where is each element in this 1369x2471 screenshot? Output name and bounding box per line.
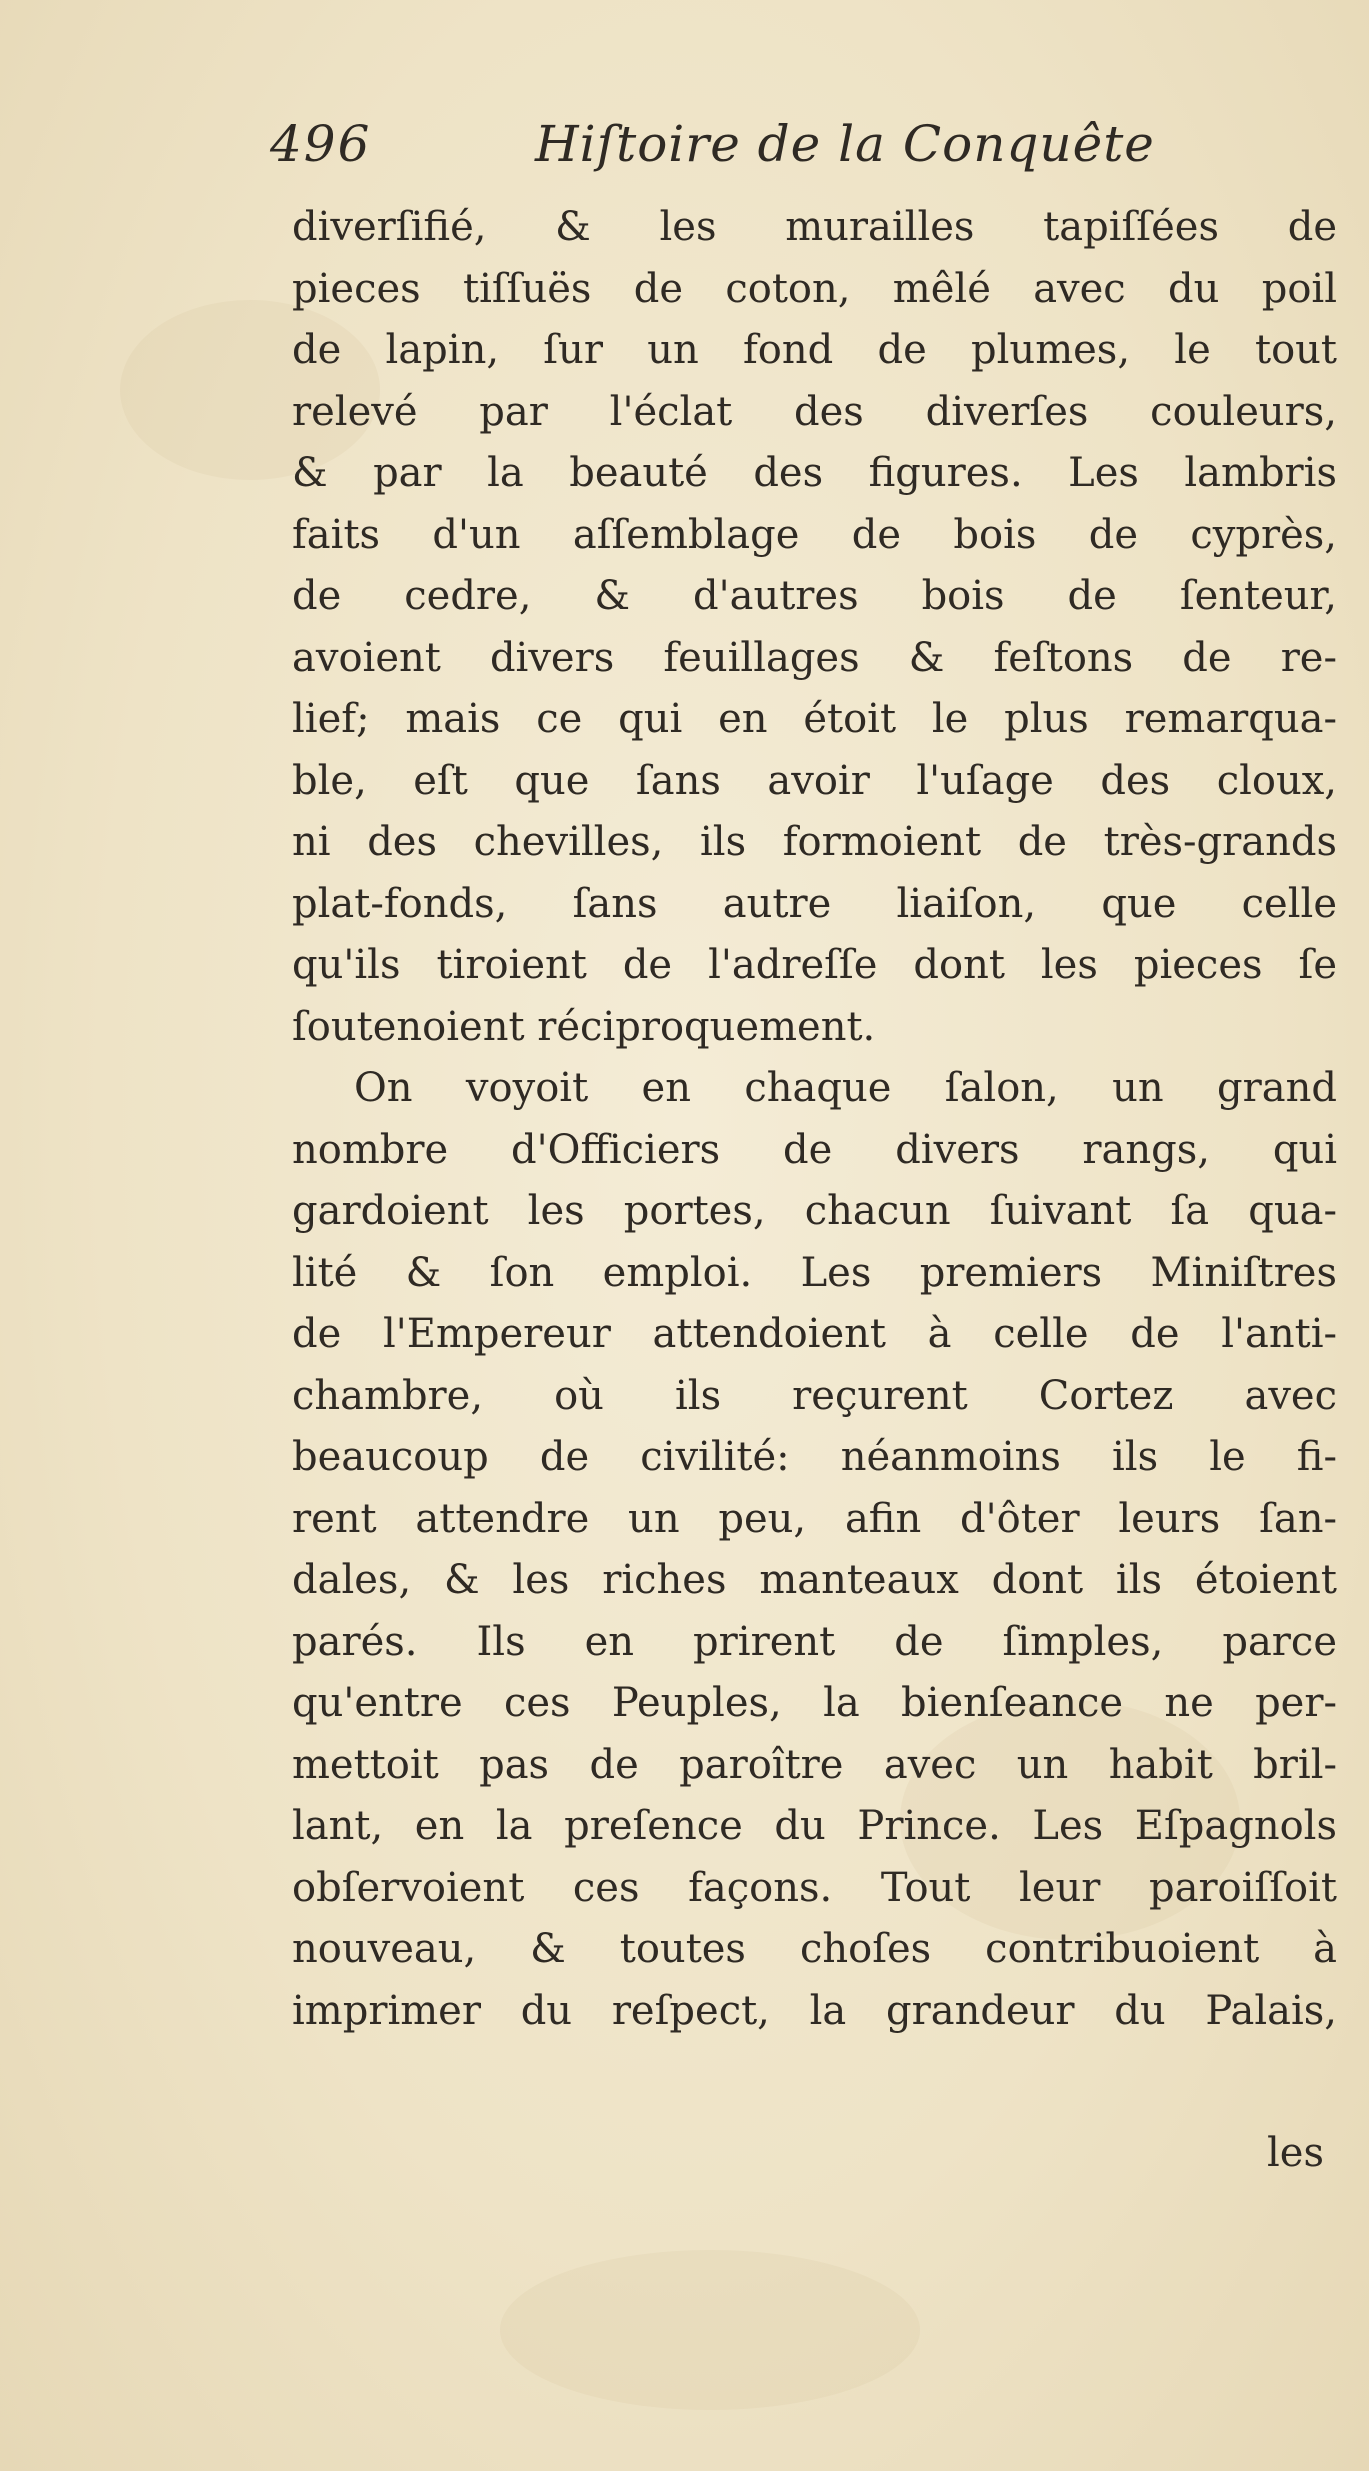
- text-line: imprimer du reſpect, la grandeur du Palais,: [292, 1987, 1337, 2034]
- text-line: On voyoit en chaque ſalon, un grand: [354, 1065, 1337, 1111]
- text-line: rent attendre un peu, afin d'ôter leurs ſan-: [292, 1495, 1337, 1542]
- paper-stain: [500, 2250, 920, 2410]
- body-text: [292, 197, 1337, 2042]
- text-line: de lapin, ſur un fond de plumes, le tout: [292, 327, 1337, 373]
- text-line: faits d'un aſſemblage de bois de cyprès,: [292, 511, 1337, 558]
- text-line: qu'entre ces Peuples, la bienſeance ne per-: [292, 1680, 1337, 1726]
- text-line: plat-fonds, ſans autre liaiſon, que celle: [292, 880, 1337, 927]
- text-line: obſervoient ces façons. Tout leur paroiſſoit: [292, 1864, 1337, 1911]
- text-line: lant, en la preſence du Prince. Les Eſpagnols: [292, 1803, 1337, 1849]
- text-line: & par la beauté des figures. Les lambris: [292, 450, 1337, 496]
- text-line: gardoient les portes, chacun ſuivant ſa qua-: [292, 1188, 1337, 1234]
- text-line: chambre, où ils reçurent Cortez avec: [292, 1372, 1337, 1419]
- text-line: diverſifié, & les murailles tapiſſées de: [292, 204, 1337, 250]
- text-line: dales, & les riches manteaux dont ils étoient: [292, 1557, 1337, 1603]
- text-line: de cedre, & d'autres bois de ſenteur,: [292, 573, 1337, 619]
- page-number: 496: [270, 115, 372, 173]
- running-head: Hiſtoire de la Conquête: [535, 115, 1155, 173]
- text-line: pieces tiſſuës de coton, mêlé avec du poil: [292, 265, 1337, 312]
- text-line: de l'Empereur attendoient à celle de l'anti-: [292, 1311, 1337, 1357]
- page-header: [270, 115, 1330, 191]
- text-line: ſoutenoient réciproquement.: [292, 1003, 876, 1050]
- text-line: lité & ſon emploi. Les premiers Miniſtres: [292, 1249, 1337, 1296]
- text-line: qu'ils tiroient de l'adreſſe dont les pieces ſe: [292, 942, 1337, 988]
- text-line: avoient divers feuillages & feſtons de re-: [292, 634, 1337, 681]
- text-line: mettoit pas de paroître avec un habit bril-: [292, 1741, 1337, 1788]
- text-line: ble, eſt que ſans avoir l'uſage des cloux,: [292, 757, 1337, 804]
- text-line: nombre d'Officiers de divers rangs, qui: [292, 1126, 1337, 1173]
- text-line: ni des chevilles, ils formoient de très-grands: [292, 819, 1337, 865]
- text-line: nouveau, & toutes choſes contribuoient à: [292, 1926, 1337, 1972]
- text-line: parés. Ils en prirent de ſimples, parce: [292, 1618, 1337, 1665]
- text-line: lief; mais ce qui en étoit le plus remarqua-: [292, 696, 1337, 742]
- catchword: les: [1267, 2130, 1324, 2176]
- text-line: relevé par l'éclat des diverſes couleurs,: [292, 388, 1337, 435]
- text-line: beaucoup de civilité: néanmoins ils le fi-: [292, 1434, 1337, 1480]
